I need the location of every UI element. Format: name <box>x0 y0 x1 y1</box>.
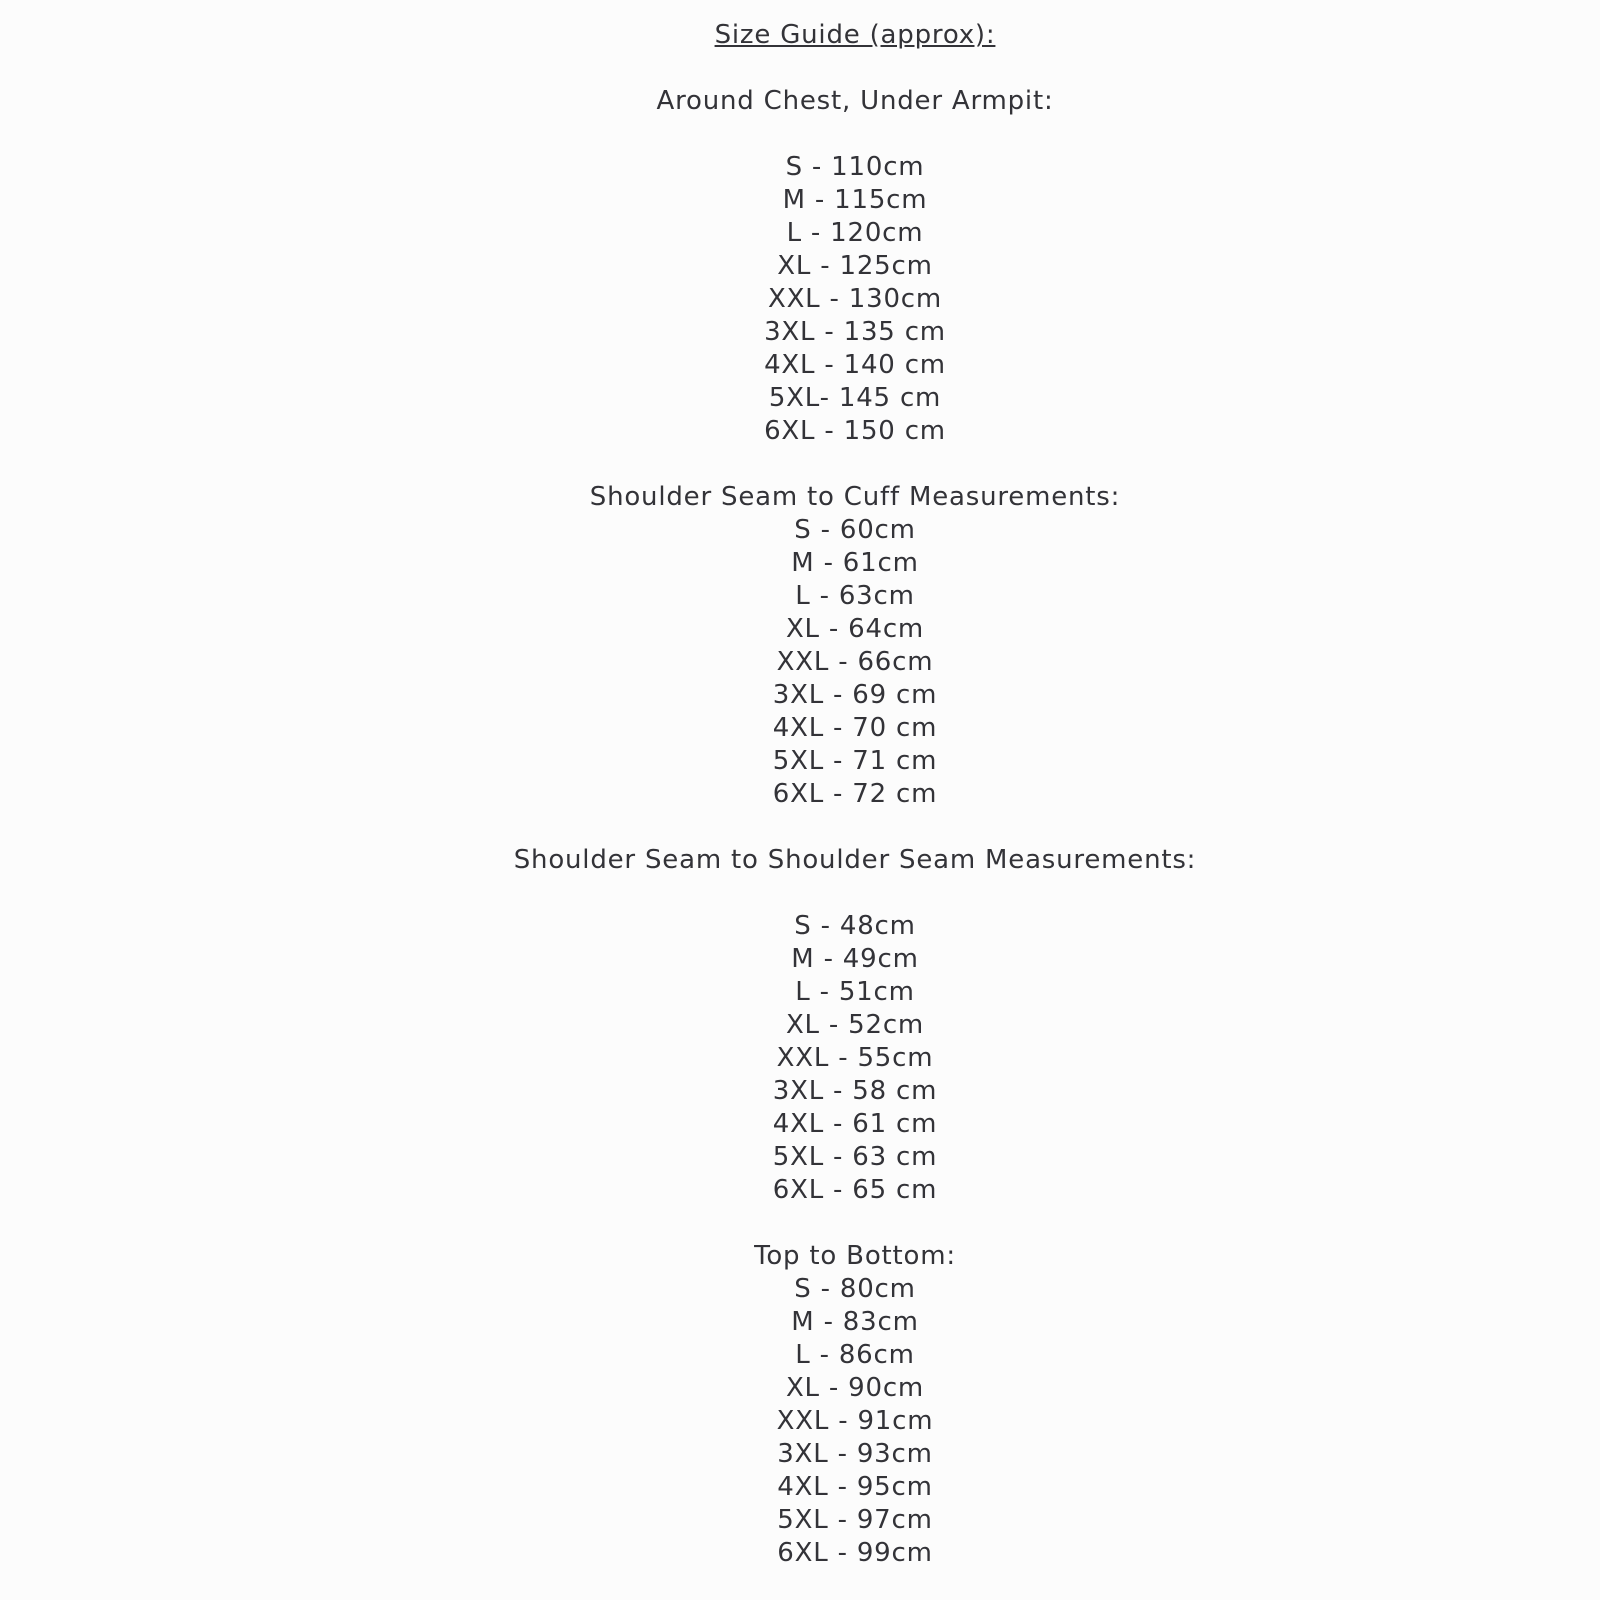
size-entry: 6XL - 99cm <box>777 1538 933 1568</box>
size-entry: 4XL - 140 cm <box>764 350 946 380</box>
size-entry: M - 49cm <box>791 944 919 974</box>
size-entry: 5XL - 63 cm <box>772 1142 938 1172</box>
size-entry: 3XL - 69 cm <box>772 680 938 710</box>
size-entry: 5XL - 71 cm <box>772 746 938 776</box>
size-entry: 6XL - 72 cm <box>772 779 938 809</box>
size-entry: 4XL - 95cm <box>777 1472 933 1502</box>
section-around-chest <box>110 85 1600 448</box>
blank-line <box>110 52 1600 85</box>
size-guide-title: Size Guide (approx): <box>714 20 996 50</box>
size-entry: L - 51cm <box>795 977 915 1007</box>
section-heading: Shoulder Seam to Cuff Measurements: <box>589 482 1121 512</box>
size-entry: 3XL - 135 cm <box>764 317 946 347</box>
size-entry: L - 63cm <box>795 581 915 611</box>
size-entry: L - 86cm <box>795 1340 915 1370</box>
size-entry: L - 120cm <box>786 218 924 248</box>
size-guide-content <box>110 19 1600 1570</box>
size-entry: M - 83cm <box>791 1307 919 1337</box>
size-entry: XXL - 91cm <box>776 1406 934 1436</box>
size-entry: S - 80cm <box>794 1274 916 1304</box>
section-heading: Top to Bottom: <box>754 1241 956 1271</box>
size-entry: M - 61cm <box>791 548 919 578</box>
size-entry: 4XL - 61 cm <box>772 1109 938 1139</box>
size-entry: 5XL- 145 cm <box>768 383 942 413</box>
size-entry: 3XL - 58 cm <box>772 1076 938 1106</box>
size-entry: XL - 90cm <box>785 1373 925 1403</box>
size-entry: S - 60cm <box>794 515 916 545</box>
section-top-to-bottom <box>110 1240 1600 1570</box>
blank-line <box>110 877 1600 910</box>
blank-line <box>110 448 1600 481</box>
size-entry: 5XL - 97cm <box>777 1505 933 1535</box>
size-entry: M - 115cm <box>782 185 928 215</box>
blank-line <box>110 1207 1600 1240</box>
size-entry: S - 110cm <box>785 152 925 182</box>
section-shoulder-to-shoulder <box>110 844 1600 1207</box>
section-heading: Around Chest, Under Armpit: <box>656 86 1054 116</box>
size-entry: S - 48cm <box>794 911 916 941</box>
size-entry: 6XL - 65 cm <box>772 1175 938 1205</box>
size-entry: 4XL - 70 cm <box>772 713 938 743</box>
size-entry: 6XL - 150 cm <box>764 416 946 446</box>
size-entry: XL - 125cm <box>777 251 933 281</box>
section-heading: Shoulder Seam to Shoulder Seam Measurements: <box>513 845 1197 875</box>
size-entry: XL - 52cm <box>785 1010 925 1040</box>
size-entry: 3XL - 93cm <box>777 1439 933 1469</box>
size-entry: XXL - 66cm <box>776 647 934 677</box>
section-shoulder-to-cuff <box>110 481 1600 811</box>
blank-line <box>110 811 1600 844</box>
blank-line <box>110 118 1600 151</box>
size-entry: XXL - 55cm <box>776 1043 934 1073</box>
size-entry: XL - 64cm <box>785 614 925 644</box>
size-entry: XXL - 130cm <box>767 284 943 314</box>
